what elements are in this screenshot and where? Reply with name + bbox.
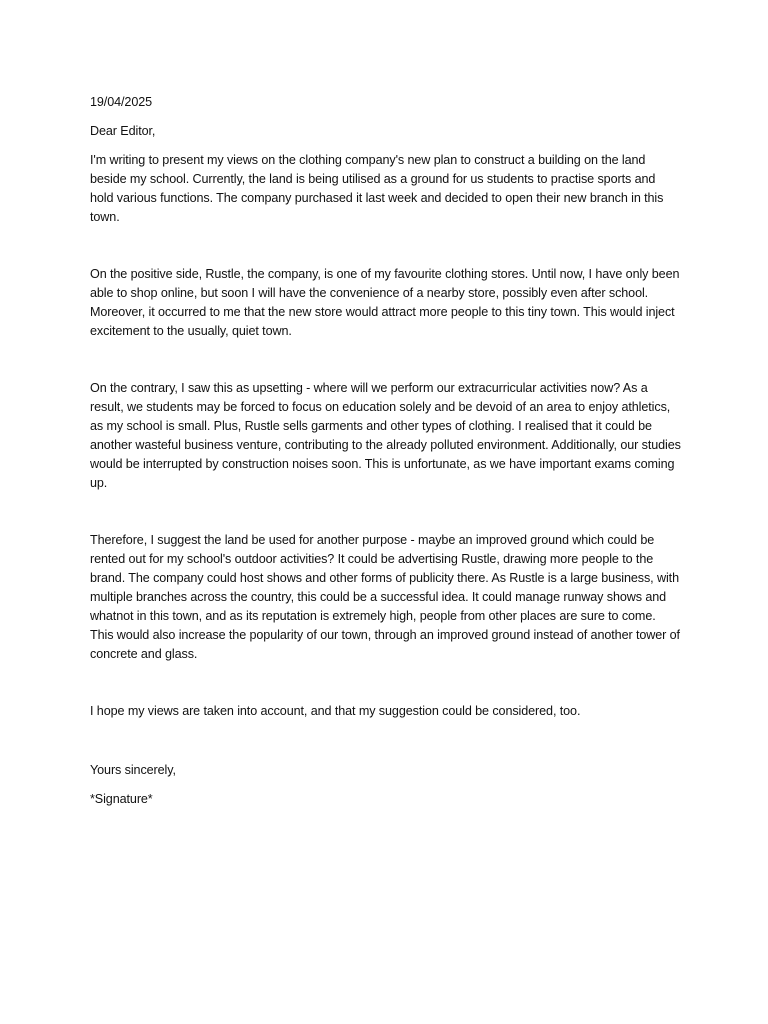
closing: Yours sincerely, bbox=[90, 763, 176, 777]
paragraph-introduction: I'm writing to present my views on the clothing company's new plan to construct a building on the land beside my school. Currently, the land is being utilised as a ground for us students to practise sports and hold various functions. The company purchased it last week and decided to open their new branch in this town. bbox=[90, 153, 664, 224]
salutation: Dear Editor, bbox=[90, 124, 156, 138]
paragraph-conclusion: I hope my views are taken into account, and that my suggestion could be considered, too. bbox=[90, 704, 581, 718]
paragraph-contrary: On the contrary, I saw this as upsetting - where will we perform our extracurricular activities now? As a result, we students may be forced to focus on education solely and be devoid of an area to enjoy athletics, as my school is small. Plus, Rustle sells garments and other types of clothing. I realised that it could be another wasteful business venture, contributing to the already polluted environment. Additionally, our studies would be interrupted by construction noises soon. This is unfortunate, as we have important exams coming up. bbox=[90, 381, 681, 490]
paragraph-suggestion: Therefore, I suggest the land be used for another purpose - maybe an improved ground which could be rented out for my school's outdoor activities? It could be advertising Rustle, drawing more people to the brand. The company could host shows and other forms of publicity there. As Rustle is a large business, with multiple branches across the country, this could be a successful idea. It could manage runway shows and whatnot in this town, and as its reputation is extremely high, people from other places are sure to come. This would also increase the popularity of our town, through an improved ground instead of another tower of concrete and glass. bbox=[90, 533, 680, 661]
letter-date: 19/04/2025 bbox=[90, 95, 153, 109]
paragraph-positive-side: On the positive side, Rustle, the company, is one of my favourite clothing stores. Until now, I have only been able to shop online, but soon I will have the convenience of a nearby store, possibly even after school. Moreover, it occurred to me that the new store would attract more people to this tiny town. This would inject excitement to the usually, quiet town. bbox=[90, 267, 680, 338]
signature: *Signature* bbox=[90, 792, 153, 806]
